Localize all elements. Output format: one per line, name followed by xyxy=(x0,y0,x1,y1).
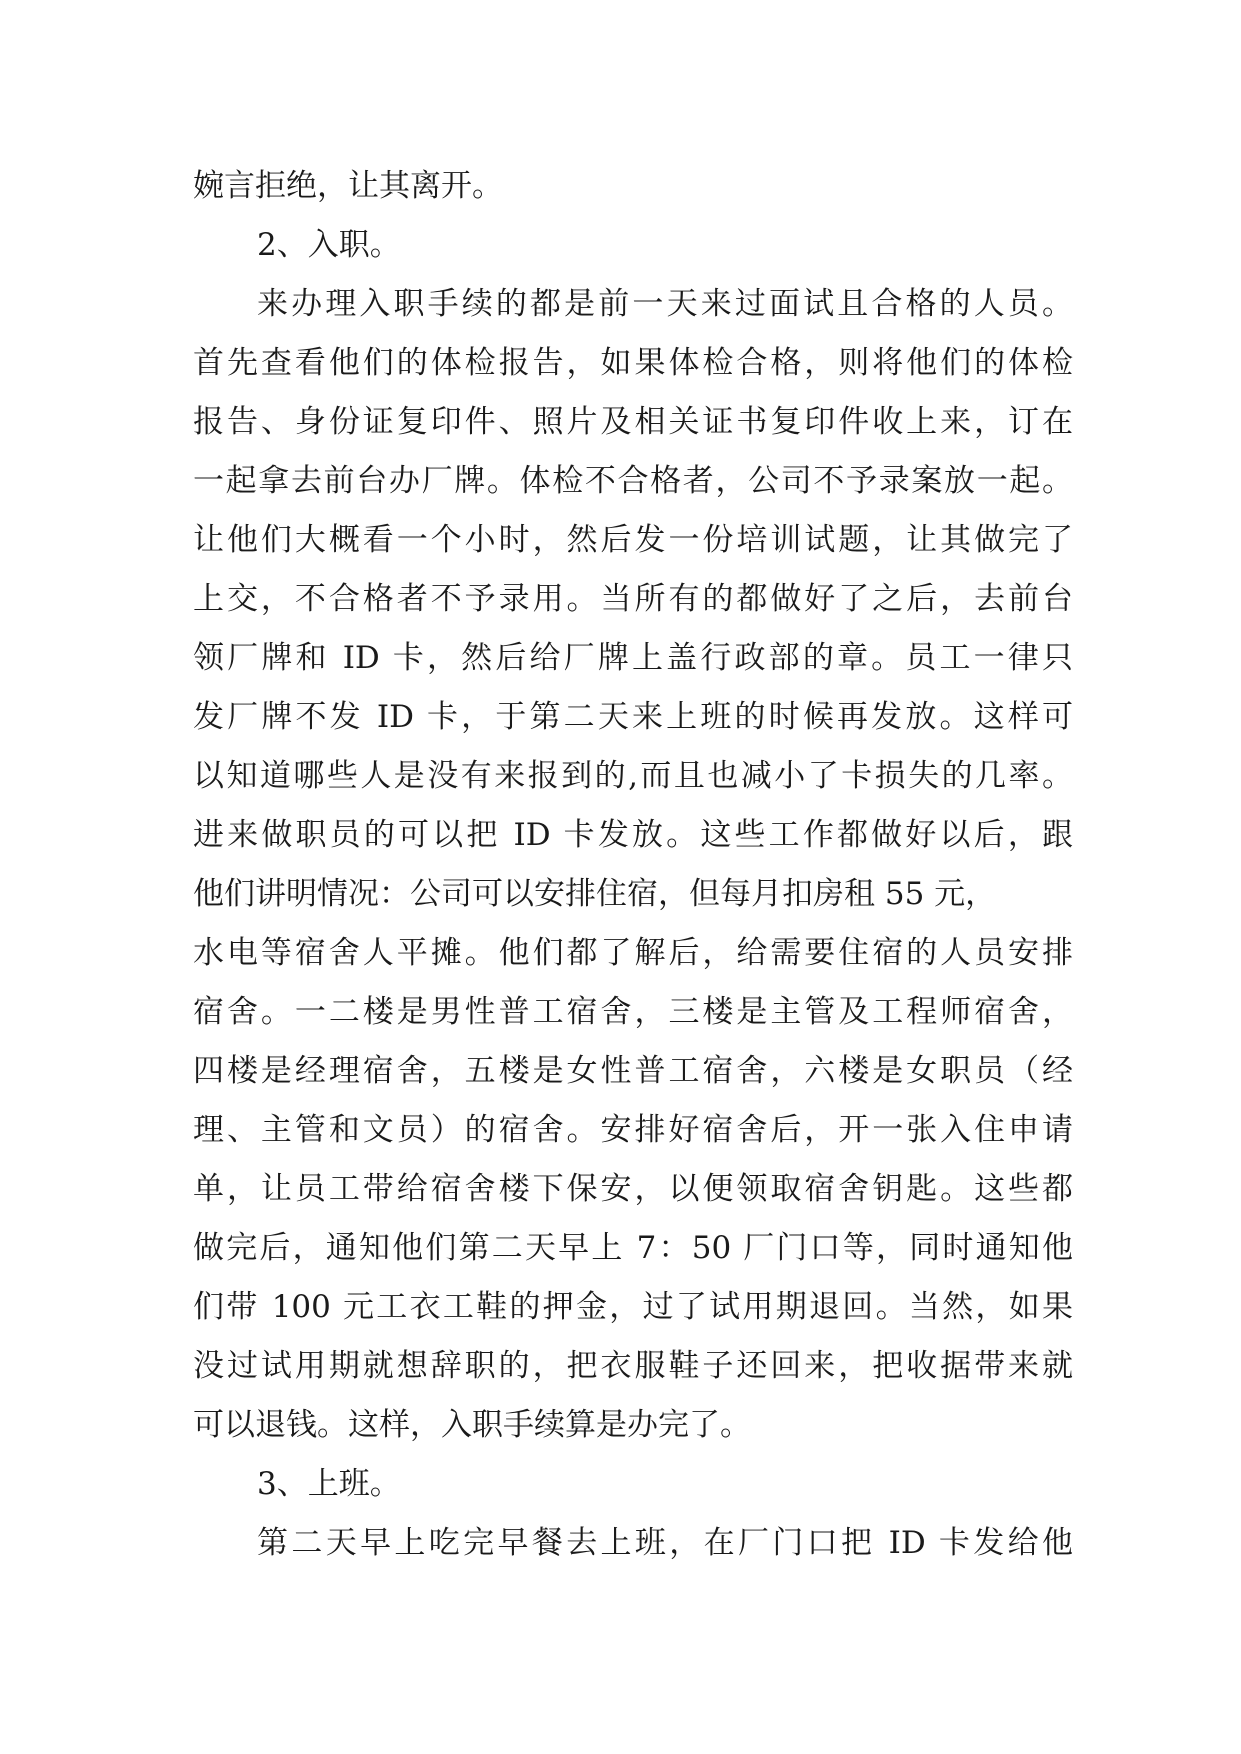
text-line: 2、入职。 xyxy=(257,227,401,263)
text-line: 来办理入职手续的都是前一天来过面试且合格的人员。 xyxy=(257,286,1073,322)
text-line: 3、上班。 xyxy=(257,1466,401,1502)
text-line: 他们讲明情况：公司可以安排住宿，但每月扣房租 55 元， xyxy=(193,876,997,912)
text-line: 做完后，通知他们第二天早上 7：50 厂门口等，同时通知他 xyxy=(193,1230,1073,1266)
text-line: 让他们大概看一个小时，然后发一份培训试题，让其做完了 xyxy=(193,522,1073,558)
text-line: 发厂牌不发 ID 卡，于第二天来上班的时候再发放。这样可 xyxy=(193,699,1073,735)
text-line: 水电等宿舍人平摊。他们都了解后，给需要住宿的人员安排 xyxy=(193,935,1073,971)
text-line: 领厂牌和 ID 卡，然后给厂牌上盖行政部的章。员工一律只 xyxy=(193,640,1073,676)
text-line: 没过试用期就想辞职的，把衣服鞋子还回来，把收据带来就 xyxy=(193,1348,1073,1384)
text-line: 可以退钱。这样，入职手续算是办完了。 xyxy=(193,1407,751,1443)
text-line: 一起拿去前台办厂牌。体检不合格者，公司不予录案放一起。 xyxy=(193,463,1073,499)
text-line: 第二天早上吃完早餐去上班，在厂门口把 ID 卡发给他 xyxy=(257,1525,1073,1561)
text-line: 婉言拒绝，让其离开。 xyxy=(193,168,503,204)
text-line: 单，让员工带给宿舍楼下保安，以便领取宿舍钥匙。这些都 xyxy=(193,1171,1073,1207)
text-line: 四楼是经理宿舍，五楼是女性普工宿舍，六楼是女职员（经 xyxy=(193,1053,1073,1089)
text-line: 以知道哪些人是没有来报到的,而且也减小了卡损失的几率。 xyxy=(193,758,1073,794)
text-line: 进来做职员的可以把 ID 卡发放。这些工作都做好以后，跟 xyxy=(193,817,1073,853)
text-line: 理、主管和文员）的宿舍。安排好宿舍后，开一张入住申请 xyxy=(193,1112,1073,1148)
text-line: 们带 100 元工衣工鞋的押金，过了试用期退回。当然，如果 xyxy=(193,1289,1073,1325)
document-body xyxy=(193,157,1073,1573)
text-line: 首先查看他们的体检报告，如果体检合格，则将他们的体检 xyxy=(193,345,1073,381)
text-line: 报告、身份证复印件、照片及相关证书复印件收上来，订在 xyxy=(193,404,1073,440)
text-line: 上交，不合格者不予录用。当所有的都做好了之后，去前台 xyxy=(193,581,1073,617)
text-line: 宿舍。一二楼是男性普工宿舍，三楼是主管及工程师宿舍， xyxy=(193,994,1073,1030)
